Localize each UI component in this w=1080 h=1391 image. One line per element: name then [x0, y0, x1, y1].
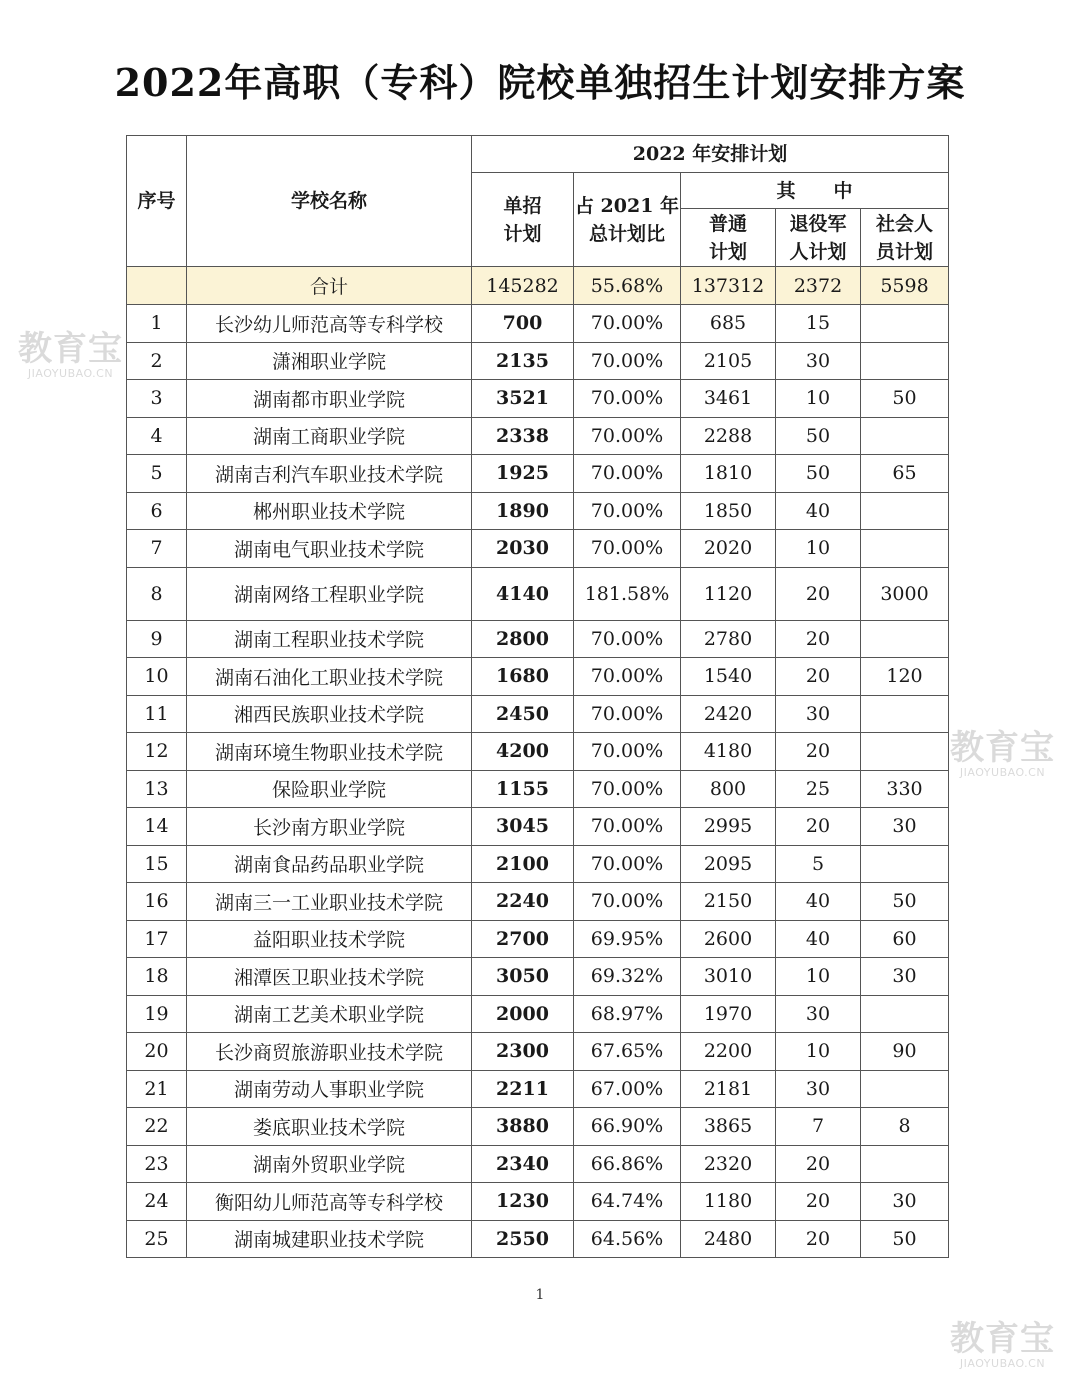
header-single-plan: 单招 计划 — [472, 173, 574, 267]
row-index: 21 — [127, 1070, 187, 1108]
row-veteran-plan: 30 — [776, 995, 861, 1033]
watermark-logo: 教育宝 JIAOYUBAO.CN — [950, 728, 1055, 779]
table-row — [127, 417, 949, 455]
row-social-plan — [861, 695, 949, 733]
row-index: 2 — [127, 342, 187, 380]
row-index: 17 — [127, 920, 187, 958]
row-veteran-plan: 50 — [776, 417, 861, 455]
total-row — [127, 267, 949, 305]
row-school-name: 长沙南方职业学院 — [187, 808, 472, 846]
row-ratio: 70.00% — [574, 695, 681, 733]
row-single-plan: 2300 — [472, 1033, 574, 1071]
row-social-plan: 65 — [861, 455, 949, 493]
row-single-plan: 2000 — [472, 995, 574, 1033]
row-school-name: 湖南网络工程职业学院 — [187, 567, 472, 620]
row-school-name: 湖南三一工业职业技术学院 — [187, 883, 472, 921]
row-veteran-plan: 20 — [776, 658, 861, 696]
row-index: 10 — [127, 658, 187, 696]
row-social-plan: 50 — [861, 380, 949, 418]
row-veteran-plan: 10 — [776, 958, 861, 996]
row-veteran-plan: 20 — [776, 620, 861, 658]
row-index: 24 — [127, 1183, 187, 1221]
row-ratio: 70.00% — [574, 620, 681, 658]
row-index: 9 — [127, 620, 187, 658]
row-single-plan: 3521 — [472, 380, 574, 418]
row-school-name: 郴州职业技术学院 — [187, 492, 472, 530]
row-single-plan: 4200 — [472, 733, 574, 771]
table-row — [127, 1108, 949, 1146]
table-row — [127, 770, 949, 808]
row-regular-plan: 2200 — [681, 1033, 776, 1071]
row-index: 23 — [127, 1145, 187, 1183]
header-regular-plan: 普通 计划 — [681, 209, 776, 267]
row-social-plan — [861, 417, 949, 455]
row-ratio: 70.00% — [574, 455, 681, 493]
row-social-plan: 50 — [861, 1220, 949, 1258]
table-row — [127, 1183, 949, 1221]
row-school-name: 湖南都市职业学院 — [187, 380, 472, 418]
row-regular-plan: 4180 — [681, 733, 776, 771]
row-social-plan: 30 — [861, 1183, 949, 1221]
header-of-which: 其 中 — [681, 173, 949, 209]
row-school-name: 湖南工艺美术职业学院 — [187, 995, 472, 1033]
row-ratio: 68.97% — [574, 995, 681, 1033]
row-school-name: 湘潭医卫职业技术学院 — [187, 958, 472, 996]
row-index: 12 — [127, 733, 187, 771]
row-social-plan: 50 — [861, 883, 949, 921]
row-ratio: 70.00% — [574, 417, 681, 455]
table-row — [127, 1033, 949, 1071]
total-social: 5598 — [861, 267, 949, 305]
row-social-plan: 8 — [861, 1108, 949, 1146]
table-row — [127, 733, 949, 771]
row-regular-plan: 3865 — [681, 1108, 776, 1146]
row-single-plan: 1925 — [472, 455, 574, 493]
row-veteran-plan: 7 — [776, 1108, 861, 1146]
row-regular-plan: 1810 — [681, 455, 776, 493]
row-veteran-plan: 20 — [776, 808, 861, 846]
row-single-plan: 4140 — [472, 567, 574, 620]
row-index: 4 — [127, 417, 187, 455]
row-ratio: 70.00% — [574, 733, 681, 771]
row-single-plan: 3880 — [472, 1108, 574, 1146]
row-school-name: 湖南环境生物职业技术学院 — [187, 733, 472, 771]
row-index: 22 — [127, 1108, 187, 1146]
row-ratio: 66.90% — [574, 1108, 681, 1146]
row-veteran-plan: 40 — [776, 920, 861, 958]
table-row — [127, 530, 949, 568]
row-school-name: 湖南食品药品职业学院 — [187, 845, 472, 883]
row-veteran-plan: 30 — [776, 342, 861, 380]
table-row — [127, 492, 949, 530]
row-veteran-plan: 40 — [776, 492, 861, 530]
row-single-plan: 2030 — [472, 530, 574, 568]
table-row — [127, 845, 949, 883]
row-social-plan: 3000 — [861, 567, 949, 620]
row-single-plan: 2211 — [472, 1070, 574, 1108]
row-index: 19 — [127, 995, 187, 1033]
header-plan-2022: 2022 年安排计划 — [472, 136, 949, 173]
row-ratio: 69.95% — [574, 920, 681, 958]
table-row — [127, 1145, 949, 1183]
header-social-plan: 社会人 员计划 — [861, 209, 949, 267]
row-social-plan: 30 — [861, 808, 949, 846]
row-index: 25 — [127, 1220, 187, 1258]
row-regular-plan: 2181 — [681, 1070, 776, 1108]
table-row — [127, 1070, 949, 1108]
row-regular-plan: 1970 — [681, 995, 776, 1033]
row-social-plan — [861, 845, 949, 883]
row-ratio: 70.00% — [574, 658, 681, 696]
row-regular-plan: 2320 — [681, 1145, 776, 1183]
row-ratio: 70.00% — [574, 530, 681, 568]
total-single: 145282 — [472, 267, 574, 305]
row-social-plan: 90 — [861, 1033, 949, 1071]
row-school-name: 衡阳幼儿师范高等专科学校 — [187, 1183, 472, 1221]
table-row — [127, 620, 949, 658]
row-regular-plan: 1120 — [681, 567, 776, 620]
row-school-name: 长沙商贸旅游职业技术学院 — [187, 1033, 472, 1071]
row-single-plan: 2100 — [472, 845, 574, 883]
row-school-name: 长沙幼儿师范高等专科学校 — [187, 305, 472, 343]
row-single-plan: 1155 — [472, 770, 574, 808]
row-school-name: 湖南吉利汽车职业技术学院 — [187, 455, 472, 493]
row-single-plan: 2700 — [472, 920, 574, 958]
row-single-plan: 3050 — [472, 958, 574, 996]
row-regular-plan: 1850 — [681, 492, 776, 530]
row-single-plan: 1890 — [472, 492, 574, 530]
row-regular-plan: 2780 — [681, 620, 776, 658]
total-index — [127, 267, 187, 305]
row-single-plan: 3045 — [472, 808, 574, 846]
table-row — [127, 1220, 949, 1258]
row-regular-plan: 2600 — [681, 920, 776, 958]
row-ratio: 70.00% — [574, 883, 681, 921]
row-single-plan: 2338 — [472, 417, 574, 455]
row-index: 8 — [127, 567, 187, 620]
row-school-name: 湘西民族职业技术学院 — [187, 695, 472, 733]
row-veteran-plan: 5 — [776, 845, 861, 883]
row-index: 18 — [127, 958, 187, 996]
row-ratio: 64.74% — [574, 1183, 681, 1221]
row-single-plan: 700 — [472, 305, 574, 343]
row-regular-plan: 2480 — [681, 1220, 776, 1258]
row-single-plan: 2550 — [472, 1220, 574, 1258]
row-single-plan: 2450 — [472, 695, 574, 733]
row-social-plan: 60 — [861, 920, 949, 958]
row-social-plan — [861, 620, 949, 658]
row-veteran-plan: 10 — [776, 530, 861, 568]
row-regular-plan: 2995 — [681, 808, 776, 846]
row-veteran-plan: 30 — [776, 1070, 861, 1108]
row-index: 3 — [127, 380, 187, 418]
row-veteran-plan: 20 — [776, 567, 861, 620]
row-school-name: 保险职业学院 — [187, 770, 472, 808]
row-school-name: 湖南工商职业学院 — [187, 417, 472, 455]
row-ratio: 66.86% — [574, 1145, 681, 1183]
row-index: 13 — [127, 770, 187, 808]
enrollment-plan-table — [126, 135, 949, 1258]
row-index: 16 — [127, 883, 187, 921]
row-index: 6 — [127, 492, 187, 530]
row-index: 7 — [127, 530, 187, 568]
row-social-plan — [861, 733, 949, 771]
row-regular-plan: 1180 — [681, 1183, 776, 1221]
row-veteran-plan: 20 — [776, 1220, 861, 1258]
row-social-plan: 330 — [861, 770, 949, 808]
row-regular-plan: 2288 — [681, 417, 776, 455]
header-ratio-2021: 占 2021 年 总计划比 — [574, 173, 681, 267]
table-row — [127, 567, 949, 620]
row-ratio: 70.00% — [574, 845, 681, 883]
row-single-plan: 2340 — [472, 1145, 574, 1183]
row-veteran-plan: 10 — [776, 1033, 861, 1071]
table-row — [127, 342, 949, 380]
row-regular-plan: 2420 — [681, 695, 776, 733]
row-ratio: 70.00% — [574, 492, 681, 530]
header-school-name: 学校名称 — [187, 136, 472, 267]
row-ratio: 181.58% — [574, 567, 681, 620]
row-single-plan: 1230 — [472, 1183, 574, 1221]
row-regular-plan: 2105 — [681, 342, 776, 380]
row-single-plan: 2800 — [472, 620, 574, 658]
watermark-logo: 教育宝 JIAOYUBAO.CN — [18, 329, 123, 380]
row-school-name: 益阳职业技术学院 — [187, 920, 472, 958]
row-regular-plan: 3461 — [681, 380, 776, 418]
row-regular-plan: 2150 — [681, 883, 776, 921]
row-index: 14 — [127, 808, 187, 846]
row-index: 11 — [127, 695, 187, 733]
table-row — [127, 995, 949, 1033]
total-regular: 137312 — [681, 267, 776, 305]
row-school-name: 潇湘职业学院 — [187, 342, 472, 380]
row-ratio: 70.00% — [574, 380, 681, 418]
table-row — [127, 920, 949, 958]
row-veteran-plan: 10 — [776, 380, 861, 418]
header-veteran-plan: 退役军 人计划 — [776, 209, 861, 267]
row-school-name: 湖南劳动人事职业学院 — [187, 1070, 472, 1108]
row-social-plan — [861, 1145, 949, 1183]
row-ratio: 67.00% — [574, 1070, 681, 1108]
row-school-name: 湖南城建职业技术学院 — [187, 1220, 472, 1258]
row-social-plan — [861, 342, 949, 380]
row-veteran-plan: 20 — [776, 733, 861, 771]
header-index: 序号 — [127, 136, 187, 267]
row-school-name: 湖南石油化工职业技术学院 — [187, 658, 472, 696]
page-number: 1 — [535, 1287, 545, 1303]
row-veteran-plan: 30 — [776, 695, 861, 733]
row-ratio: 70.00% — [574, 305, 681, 343]
row-social-plan — [861, 530, 949, 568]
table-row — [127, 380, 949, 418]
page-title: 2022年高职（专科）院校单独招生计划安排方案 — [114, 60, 966, 105]
table-row — [127, 695, 949, 733]
row-social-plan — [861, 305, 949, 343]
row-index: 15 — [127, 845, 187, 883]
row-regular-plan: 3010 — [681, 958, 776, 996]
row-single-plan: 2240 — [472, 883, 574, 921]
row-veteran-plan: 15 — [776, 305, 861, 343]
row-social-plan — [861, 995, 949, 1033]
row-ratio: 70.00% — [574, 770, 681, 808]
row-ratio: 67.65% — [574, 1033, 681, 1071]
total-veteran: 2372 — [776, 267, 861, 305]
row-veteran-plan: 50 — [776, 455, 861, 493]
row-single-plan: 1680 — [472, 658, 574, 696]
row-social-plan: 120 — [861, 658, 949, 696]
table-row — [127, 808, 949, 846]
table-row — [127, 658, 949, 696]
row-social-plan — [861, 1070, 949, 1108]
table-row — [127, 455, 949, 493]
row-ratio: 70.00% — [574, 342, 681, 380]
table-row — [127, 883, 949, 921]
row-school-name: 湖南外贸职业学院 — [187, 1145, 472, 1183]
row-social-plan: 30 — [861, 958, 949, 996]
row-school-name: 湖南电气职业技术学院 — [187, 530, 472, 568]
row-single-plan: 2135 — [472, 342, 574, 380]
row-index: 1 — [127, 305, 187, 343]
watermark-logo: 教育宝 JIAOYUBAO.CN — [950, 1319, 1055, 1370]
row-regular-plan: 1540 — [681, 658, 776, 696]
total-label: 合计 — [187, 267, 472, 305]
row-index: 20 — [127, 1033, 187, 1071]
row-veteran-plan: 25 — [776, 770, 861, 808]
row-veteran-plan: 20 — [776, 1145, 861, 1183]
row-ratio: 69.32% — [574, 958, 681, 996]
table-row — [127, 958, 949, 996]
row-veteran-plan: 40 — [776, 883, 861, 921]
row-social-plan — [861, 492, 949, 530]
row-ratio: 64.56% — [574, 1220, 681, 1258]
row-regular-plan: 800 — [681, 770, 776, 808]
table-row — [127, 305, 949, 343]
row-school-name: 娄底职业技术学院 — [187, 1108, 472, 1146]
row-regular-plan: 685 — [681, 305, 776, 343]
row-regular-plan: 2020 — [681, 530, 776, 568]
total-ratio: 55.68% — [574, 267, 681, 305]
row-ratio: 70.00% — [574, 808, 681, 846]
row-regular-plan: 2095 — [681, 845, 776, 883]
row-school-name: 湖南工程职业技术学院 — [187, 620, 472, 658]
row-index: 5 — [127, 455, 187, 493]
row-veteran-plan: 20 — [776, 1183, 861, 1221]
